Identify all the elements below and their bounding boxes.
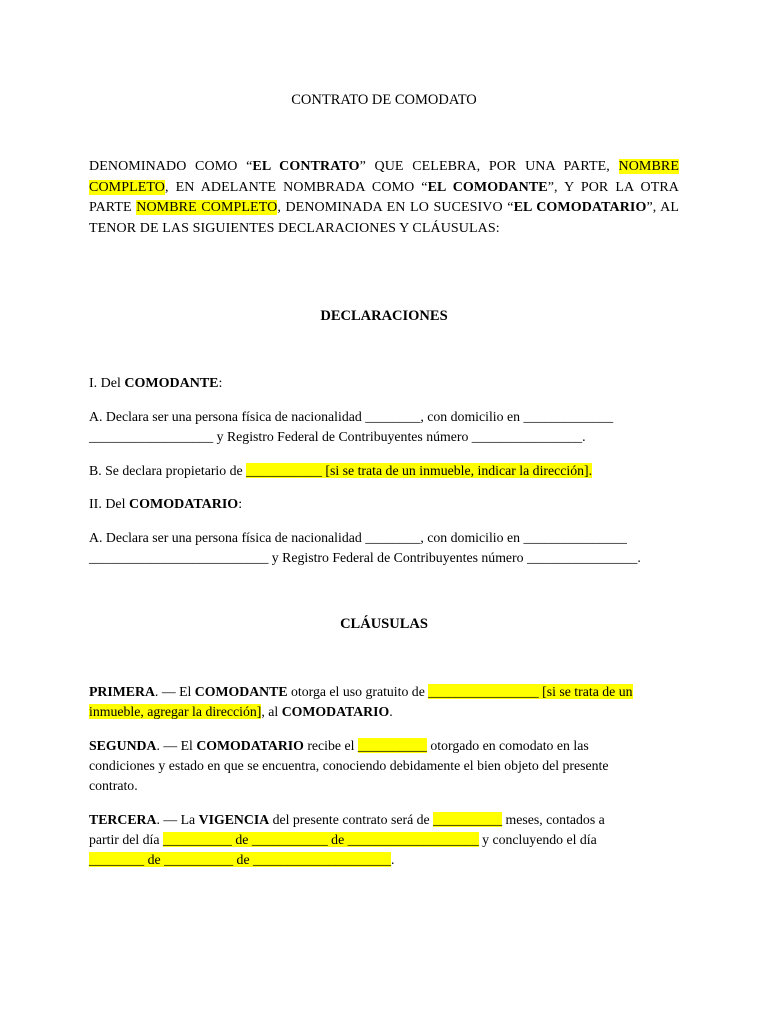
intro-bold-contrato: EL CONTRATO xyxy=(252,159,360,174)
declaracion-b1 xyxy=(89,461,592,481)
intro-paragraph xyxy=(89,157,679,239)
intro-bold-comodante: EL COMODANTE xyxy=(427,179,548,195)
intro-text: DENOMINADO COMO “ xyxy=(89,159,253,174)
intro-text: ”, AL TENOR DE LAS SIGUIENTES DECLARACIONES Y CLÁUSULAS: xyxy=(89,200,680,236)
b1-text: B. Se declara propietario de xyxy=(89,463,247,478)
document-title: CONTRATO DE COMODATO xyxy=(291,92,477,108)
clausula-tercera-line1 xyxy=(89,810,605,830)
highlight-nombre-comodante: NOMBRE COMPLETO xyxy=(89,159,679,195)
highlight-bien: __________ xyxy=(357,738,427,753)
clausula-bold: VIGENCIA xyxy=(198,812,270,827)
clausula-number: TERCERA xyxy=(89,812,157,827)
declaraciones-heading: DECLARACIONES xyxy=(320,308,448,324)
clausula-tercera-line3 xyxy=(89,850,394,870)
highlight-objeto: ________________ [si se trata de un xyxy=(428,684,633,699)
label-bold: COMODANTE xyxy=(124,376,219,391)
clausula-text: otorga el uso gratuito de xyxy=(287,684,429,699)
declaracion-a2-line2: __________________________ y Registro Federal de Contribuyentes número ________________. xyxy=(89,550,641,565)
declaracion-a1-line1: A. Declara ser una persona física de nacionalidad ________, con domicilio en _____________ xyxy=(89,409,614,424)
intro-text: ” QUE CELEBRA, POR UNA PARTE, xyxy=(359,159,619,174)
intro-text: , EN ADELANTE NOMBRADA COMO “ xyxy=(165,179,428,195)
clausula-tercera-line2 xyxy=(89,830,597,850)
highlight-objeto-direccion: inmueble, agregar la dirección] xyxy=(89,704,262,719)
clausula-bold: COMODATARIO xyxy=(196,738,304,753)
clausula-primera-line1 xyxy=(89,682,633,702)
clausula-text: . — La xyxy=(156,812,199,827)
clausula-bold: COMODATARIO xyxy=(281,704,390,719)
label-text: : xyxy=(238,497,243,512)
clausula-primera-line2 xyxy=(89,702,393,722)
clausula-text: . — El xyxy=(156,738,197,753)
intro-text: ”, Y POR LA OTRA PARTE xyxy=(89,179,679,215)
clausula-bold: COMODANTE xyxy=(194,684,288,699)
label-text: I. Del xyxy=(89,376,125,391)
clausula-text: meses, contados a xyxy=(502,812,605,827)
highlight-nombre-comodatario: NOMBRE COMPLETO xyxy=(136,200,278,215)
clausula-text: . — El xyxy=(154,684,195,699)
label-text: : xyxy=(218,376,223,391)
clausula-segunda-line3: contrato. xyxy=(89,778,138,793)
comodante-label xyxy=(89,374,222,394)
declaracion-a2-line1: A. Declara ser una persona física de nacionalidad ________, con domicilio en _______________ xyxy=(89,530,627,545)
comodatario-label xyxy=(89,495,242,515)
label-text: II. Del xyxy=(89,497,130,512)
clausula-text: y concluyendo el día xyxy=(478,832,597,847)
clausula-text: , al xyxy=(261,704,282,719)
highlight-fecha-fin: ________ de __________ de ____________________ xyxy=(89,852,391,867)
clausula-text: partir del día xyxy=(89,832,163,847)
clausula-text: . xyxy=(390,852,395,867)
declaracion-a1-line2: __________________ y Registro Federal de Contribuyentes número ________________. xyxy=(89,429,586,444)
clausula-text: otorgado en comodato en las xyxy=(426,738,589,753)
clausula-text: . xyxy=(389,704,393,719)
label-bold: COMODATARIO xyxy=(129,497,239,512)
highlight-meses: __________ xyxy=(433,812,503,827)
intro-bold-comodatario: EL COMODATARIO xyxy=(513,200,647,215)
clausula-segunda-line2: condiciones y estado en que se encuentra, conociendo debidamente el bien objeto del presente xyxy=(89,758,609,773)
clausula-number: PRIMERA xyxy=(89,684,155,699)
clausula-segunda-line1 xyxy=(89,736,589,756)
clausula-text: del presente contrato será de xyxy=(269,812,434,827)
highlight-direccion-inmueble: ___________ [si se trata de un inmueble, indicar la dirección]. xyxy=(246,463,593,478)
intro-text: , DENOMINADA EN LO SUCESIVO “ xyxy=(277,200,514,215)
clausula-number: SEGUNDA xyxy=(89,738,157,753)
clausulas-heading: CLÁUSULAS xyxy=(340,616,428,632)
highlight-fecha-inicio: __________ de ___________ de ___________________ xyxy=(162,832,479,847)
clausula-text: recibe el xyxy=(303,738,358,753)
